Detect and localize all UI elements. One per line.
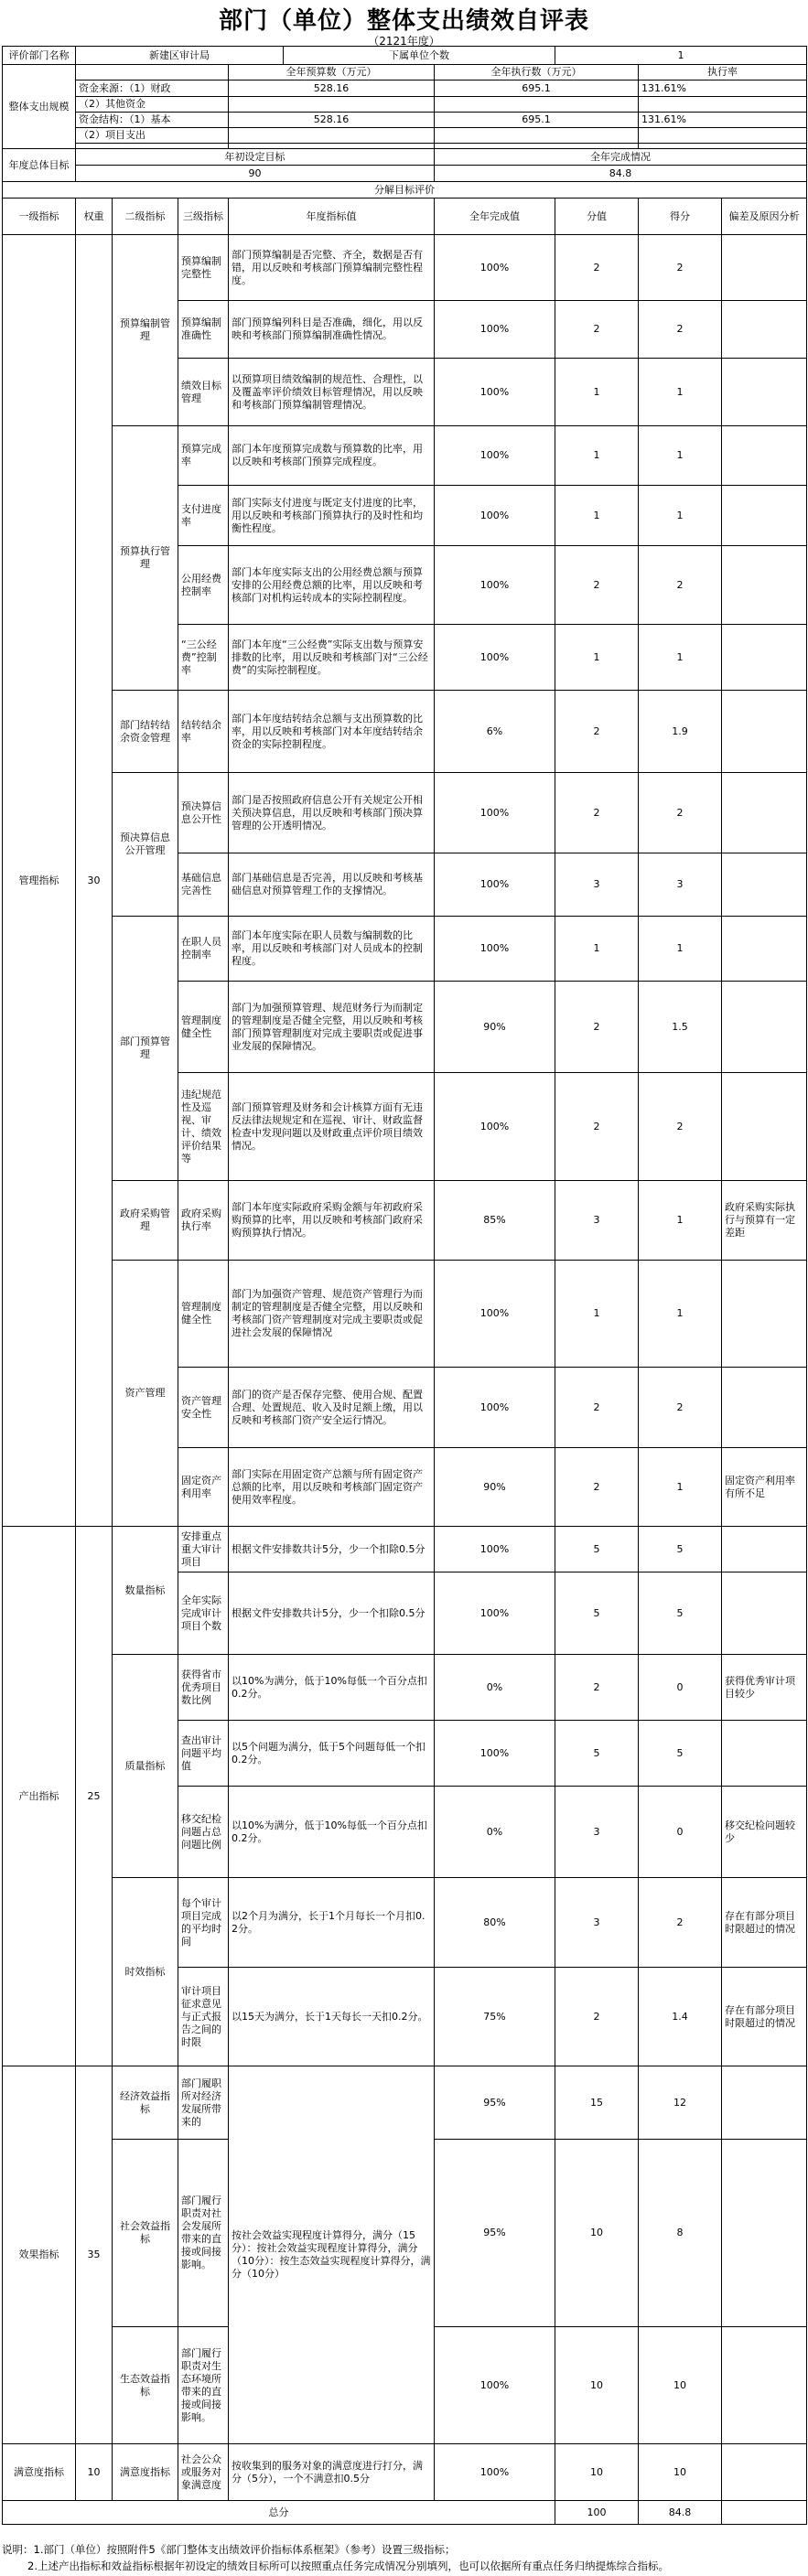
index-cell: 部门本年度预算完成数与预算数的比率，用以反映和考核部门预算完成程度。 (229, 426, 435, 486)
index-cell: 部门为加强资产管理、规范资产管理行为而制定的管理制度是否健全完整，用以反映和考核部门资产管理制度对完成主要职责或促进社会发展的保障情况 (229, 1261, 435, 1368)
source-rate: 131.61% (639, 80, 807, 97)
level2-cell: 政府采购管理 (113, 1181, 178, 1261)
score-cell: 1 (555, 426, 639, 486)
reason-cell (722, 917, 807, 982)
weight-cell: 25 (76, 1527, 113, 2066)
reason-cell (722, 235, 807, 301)
done-cell: 100% (435, 1368, 555, 1448)
done-cell: 90% (435, 1448, 555, 1527)
table-row (3, 2444, 807, 2501)
done-cell: 100% (435, 235, 555, 301)
column-header-row (3, 199, 807, 235)
col-got: 得分 (639, 199, 722, 235)
reason-cell (722, 1261, 807, 1368)
total-score: 100 (555, 2501, 639, 2525)
done-cell: 100% (435, 1073, 555, 1181)
index-cell: 以预算项目绩效编制的规范性、合理性，以及覆盖率评价绩效目标管理情况，用以反映和考核部门预算编制管理情况。 (229, 359, 435, 426)
got-cell: 5 (639, 1721, 722, 1787)
level3-cell: 预算完成率 (178, 426, 229, 486)
score-cell: 2 (555, 301, 639, 359)
reason-cell (722, 982, 807, 1073)
score-cell: 5 (555, 1527, 639, 1572)
level1-cell: 管理指标 (3, 235, 76, 1527)
header-row-other (3, 97, 807, 113)
done-cell: 100% (435, 1572, 555, 1655)
level3-cell: 审计项目征求意见与正式报告之间的时限 (178, 1968, 229, 2066)
done-cell: 90% (435, 982, 555, 1073)
note-1: 说明：1.部门（单位）按照附件5《部门整体支出绩效评价指标体系框架》（参考）设置三级指标； (2, 2543, 456, 2556)
score-cell: 2 (555, 1073, 639, 1181)
reason-cell: 固定资产利用率有所不足 (722, 1448, 807, 1527)
reason-cell (722, 546, 807, 625)
level2-cell: 生态效益指标 (113, 2327, 178, 2444)
done-cell: 95% (435, 2140, 555, 2327)
reason-cell (722, 2140, 807, 2327)
index-cell: 部门预算管理及财务和会计核算方面有无违反法律法规规定和在巡视、审计、财政监督检查中发现问题以及财政重点评价项目绩效情况。 (229, 1073, 435, 1181)
done-cell: 100% (435, 1261, 555, 1368)
score-cell: 2 (555, 773, 639, 853)
level3-cell: 获得省市优秀项目数比例 (178, 1655, 229, 1721)
got-cell: 2 (639, 1368, 722, 1448)
col-level1: 一级指标 (3, 199, 76, 235)
table-row (3, 1878, 807, 1968)
level3-cell: 部门履行职责对社会发展所带来的直接或间接影响。 (178, 2140, 229, 2327)
got-cell: 2 (639, 546, 722, 625)
done-cell: 100% (435, 1527, 555, 1572)
score-cell: 1 (555, 917, 639, 982)
got-cell: 8 (639, 2140, 722, 2327)
level3-cell: 固定资产利用率 (178, 1448, 229, 1527)
index-cell: 部门本年度结转结余总额与支出预算数的比率，用以反映和考核部门对本年度结转结余资金的实际控制程度。 (229, 691, 435, 773)
level3-cell: 部门履行职责对生态环境所带来的直接或间接影响。 (178, 2327, 229, 2444)
level3-cell: 安排重点重大审计项目 (178, 1527, 229, 1572)
done-cell: 100% (435, 917, 555, 982)
level3-cell: 违纪规范性及巡视、审计、绩效评价结果等 (178, 1073, 229, 1181)
done-cell: 100% (435, 2444, 555, 2501)
score-cell: 1 (555, 625, 639, 691)
reason-cell (722, 625, 807, 691)
total-row (3, 2501, 807, 2525)
total-got: 84.8 (639, 2501, 722, 2525)
score-cell: 5 (555, 1721, 639, 1787)
got-cell: 1 (639, 1448, 722, 1527)
score-cell: 2 (555, 235, 639, 301)
level3-cell: 基础信息完善性 (178, 853, 229, 917)
table-row (3, 235, 807, 301)
done-cell: 100% (435, 1721, 555, 1787)
evaluation-table-wrap (2, 46, 806, 2525)
table-row (3, 691, 807, 773)
got-cell: 1 (639, 917, 722, 982)
col-done: 全年完成值 (435, 199, 555, 235)
score-cell: 10 (555, 2444, 639, 2501)
score-cell: 2 (555, 1655, 639, 1721)
unit-label: 评价部门名称 (3, 47, 76, 65)
level3-cell: 结转结余率 (178, 691, 229, 773)
page-title: 部门（单位）整体支出绩效自评表 (218, 7, 589, 35)
level3-cell: 管理制度健全性 (178, 1261, 229, 1368)
index-cell: 根据文件安排数共计5分，少一个扣除0.5分 (229, 1527, 435, 1572)
structure-exec: 695.1 (435, 113, 639, 128)
done-cell: 100% (435, 486, 555, 546)
unit-name: 新建区审计局 (76, 47, 284, 65)
other-label: （2）其他资金 (76, 97, 229, 113)
col-index: 年度指标值 (229, 199, 435, 235)
level1-cell: 满意度指标 (3, 2444, 76, 2501)
header-row-columns (3, 65, 807, 80)
level2-cell: 满意度指标 (113, 2444, 178, 2501)
reason-cell (722, 2327, 807, 2444)
source-label: 资金来源：（1）财政 (76, 80, 229, 97)
index-cell: 部门基础信息是否完善，用以反映和考核基础信息对预算管理工作的支撑情况。 (229, 853, 435, 917)
got-cell: 0 (639, 1655, 722, 1721)
level3-cell: 预算编制准确性 (178, 301, 229, 359)
structure-label: 资金结构：（1）基本 (76, 113, 229, 128)
level2-cell: 预算执行管理 (113, 426, 178, 691)
index-cell: 根据文件安排数共计5分，少一个扣除0.5分 (229, 1572, 435, 1655)
evaluation-table (2, 46, 807, 2525)
score-cell: 3 (555, 1181, 639, 1261)
done-cell: 100% (435, 853, 555, 917)
weight-cell: 10 (76, 2444, 113, 2501)
index-cell: 部门是否按照政府信息公开有关规定公开相关预决算信息，用以反映和考核部门预决算管理的公开透明情况。 (229, 773, 435, 853)
reason-cell (722, 1721, 807, 1787)
level2-cell: 预算编制管理 (113, 235, 178, 426)
completion-label: 全年完成情况 (435, 149, 807, 166)
header-row-source (3, 80, 807, 97)
done-cell: 80% (435, 1878, 555, 1968)
level3-cell: 部门履职所对经济发展所带来的 (178, 2066, 229, 2140)
score-cell: 2 (555, 982, 639, 1073)
score-cell: 2 (555, 691, 639, 773)
level3-cell: 每个审计项目完成的平均时间 (178, 1878, 229, 1968)
got-cell: 1 (639, 1261, 722, 1368)
got-cell: 2 (639, 1073, 722, 1181)
level3-cell: 在职人员控制率 (178, 917, 229, 982)
reason-cell (722, 1073, 807, 1181)
structure-rate: 131.61% (639, 113, 807, 128)
reason-cell: 存在有部分项目时限超过的情况 (722, 1878, 807, 1968)
budget-label: 全年预算数（万元） (229, 65, 435, 80)
level1-cell: 效果指标 (3, 2066, 76, 2444)
reason-cell (722, 2444, 807, 2501)
reason-cell (722, 1572, 807, 1655)
index-cell: 按收集到的服务对象的满意度进行打分，满分（5分），一个不满意扣0.5分 (229, 2444, 435, 2501)
index-cell: 部门本年度实际在职人员数与编制数的比率，用以反映和考核部门对人员成本的控制程度。 (229, 917, 435, 982)
got-cell: 2 (639, 301, 722, 359)
done-cell: 100% (435, 625, 555, 691)
reason-cell (722, 1527, 807, 1572)
level1-cell: 产出指标 (3, 1527, 76, 2066)
reason-cell (722, 486, 807, 546)
table-row (3, 917, 807, 982)
table-row (3, 1527, 807, 1572)
level2-cell: 预决算信息公开管理 (113, 773, 178, 917)
table-row (3, 426, 807, 486)
got-cell: 2 (639, 773, 722, 853)
index-cell: 以10%为满分，低于10%每低一个百分点扣0.2分。 (229, 1787, 435, 1878)
got-cell: 2 (639, 235, 722, 301)
reason-cell: 获得优秀审计项目较少 (722, 1655, 807, 1721)
level2-cell: 时效指标 (113, 1878, 178, 2066)
score-cell: 1 (555, 486, 639, 546)
index-cell: 以2个月为满分，长于1个月每长一个月扣0.2分。 (229, 1878, 435, 1968)
score-cell: 2 (555, 1968, 639, 2066)
got-cell: 3 (639, 853, 722, 917)
level3-cell: “三公经费”控制率 (178, 625, 229, 691)
header-row-unit (3, 47, 807, 65)
notes (2, 2541, 806, 2574)
score-cell: 2 (555, 1448, 639, 1527)
weight-cell: 30 (76, 235, 113, 1527)
reason-cell: 政府采购实际执行与预算有一定差距 (722, 1181, 807, 1261)
got-cell: 1 (639, 426, 722, 486)
got-cell: 10 (639, 2327, 722, 2444)
got-cell: 1.9 (639, 691, 722, 773)
level3-cell: 全年实际完成审计项目个数 (178, 1572, 229, 1655)
source-exec: 695.1 (435, 80, 639, 97)
got-cell: 1.5 (639, 982, 722, 1073)
got-cell: 12 (639, 2066, 722, 2140)
detail-header-row (3, 182, 807, 199)
done-cell: 100% (435, 426, 555, 486)
project-label: （2）项目支出 (76, 128, 229, 144)
level2-cell: 经济效益指标 (113, 2066, 178, 2140)
score-cell: 10 (555, 2327, 639, 2444)
rate-label: 执行率 (639, 65, 807, 80)
completion-value: 84.8 (435, 166, 807, 182)
index-cell: 部门预算编列科目是否准确，细化，用以反映和考核部门预算编制准确性情况。 (229, 301, 435, 359)
score-cell: 3 (555, 1878, 639, 1968)
table-row (3, 1181, 807, 1261)
index-cell: 以5个问题为满分，低于5个问题每低一个扣0.2分。 (229, 1721, 435, 1787)
index-cell: 部门的资产是否保存完整、使用合规、配置合理、处置规范、收入及时足额上缴，用以反映和考核部门资产安全运行情况。 (229, 1368, 435, 1448)
goal-label: 年度总体目标 (3, 149, 76, 182)
index-cell: 部门本年度“三公经费”实际支出数与预算安排数的比率，用以反映和考核部门对“三公经费”的实际控制程度。 (229, 625, 435, 691)
done-cell: 100% (435, 2327, 555, 2444)
score-cell: 3 (555, 853, 639, 917)
table-row (3, 1655, 807, 1721)
level3-cell: 绩效目标管理 (178, 359, 229, 426)
header-row-structure (3, 113, 807, 128)
page-subtitle: （2121年度） (368, 35, 440, 48)
weight-cell: 35 (76, 2066, 113, 2444)
note-2: 2.上述产出指标和效益指标根据年初设定的绩效目标所可以按照重点任务完成情况分别填列，也可以依据所有重点任务归纳提炼综合指标。 (27, 2560, 669, 2572)
exec-label: 全年执行数（万元） (435, 65, 639, 80)
got-cell: 1.4 (639, 1968, 722, 2066)
reason-cell (722, 691, 807, 773)
reason-cell (722, 426, 807, 486)
score-cell: 2 (555, 546, 639, 625)
done-cell: 0% (435, 1655, 555, 1721)
table-row (3, 2066, 807, 2140)
level3-cell: 支付进度率 (178, 486, 229, 546)
col-level2: 二级指标 (113, 199, 178, 235)
level3-cell: 管理制度健全性 (178, 982, 229, 1073)
level3-cell: 政府采购执行率 (178, 1181, 229, 1261)
level2-cell: 社会效益指标 (113, 2140, 178, 2327)
score-cell: 15 (555, 2066, 639, 2140)
index-cell: 部门本年度实际支出的公用经费总额与预算安排的公用经费总额的比率，用以反映和考核部门对机构运转成本的实际控制程度。 (229, 546, 435, 625)
level3-cell: 预决算信息公开性 (178, 773, 229, 853)
index-cell: 部门为加强预算管理、规范财务行为而制定的管理制度是否健全完整，用以反映和考核部门预算管理制度对完成主要职责或促进事业发展的保障情况。 (229, 982, 435, 1073)
got-cell: 1 (639, 486, 722, 546)
index-cell: 部门本年度实际政府采购金额与年初政府采购预算的比率，用以反映和考核部门政府采购预算执行情况。 (229, 1181, 435, 1261)
source-budget: 528.16 (229, 80, 435, 97)
total-label: 总分 (3, 2501, 555, 2525)
got-cell: 2 (639, 1878, 722, 1968)
done-cell: 100% (435, 773, 555, 853)
detail-header: 分解目标评价 (3, 182, 807, 199)
index-cell: 按社会效益实现程度计算得分，满分（15分）：按社会效益实现程度计算得分，满分（10分）：按生态效益实现程度计算得分，满分（10分） (229, 2066, 435, 2444)
index-cell: 部门实际支付进度与既定支付进度的比率，用以反映和考核部门预算执行的及时性和均衡性程度。 (229, 486, 435, 546)
reason-cell (722, 773, 807, 853)
level3-cell: 社会公众或服务对象满意度 (178, 2444, 229, 2501)
done-cell: 100% (435, 359, 555, 426)
header-row-project (3, 128, 807, 144)
reason-cell: 存在有部分项目时限超过的情况 (722, 1968, 807, 2066)
sub-units-value: 1 (555, 47, 807, 65)
overview-label: 整体支出规模 (3, 65, 76, 149)
reason-cell (722, 853, 807, 917)
level2-cell: 资产管理 (113, 1261, 178, 1527)
index-cell: 部门实际在用固定资产总额与所有固定资产总额的比率，用以反映和考核部门固定资产使用效率程度。 (229, 1448, 435, 1527)
level3-cell: 预算编制完整性 (178, 235, 229, 301)
level2-cell: 数量指标 (113, 1527, 178, 1655)
level3-cell: 公用经费控制率 (178, 546, 229, 625)
reason-cell (722, 1368, 807, 1448)
col-level3: 三级指标 (178, 199, 229, 235)
done-cell: 95% (435, 2066, 555, 2140)
got-cell: 0 (639, 1787, 722, 1878)
got-cell: 1 (639, 1181, 722, 1261)
score-cell: 3 (555, 1787, 639, 1878)
index-cell: 部门预算编制是否完整、齐全，数据是否有错，用以反映和考核部门预算编制完整性程度。 (229, 235, 435, 301)
level3-cell: 查出审计问题平均值 (178, 1721, 229, 1787)
initial-goal-label: 年初设定目标 (76, 149, 435, 166)
done-cell: 6% (435, 691, 555, 773)
got-cell: 5 (639, 1527, 722, 1572)
done-cell: 0% (435, 1787, 555, 1878)
sub-units-label: 下属单位个数 (284, 47, 555, 65)
table-row (3, 1261, 807, 1368)
score-cell: 1 (555, 359, 639, 426)
initial-goal-value: 90 (76, 166, 435, 182)
level2-cell: 质量指标 (113, 1655, 178, 1878)
score-cell: 5 (555, 1572, 639, 1655)
col-reason: 偏差及原因分析 (722, 199, 807, 235)
col-weight: 权重 (76, 199, 113, 235)
score-cell: 1 (555, 1261, 639, 1368)
got-cell: 1 (639, 625, 722, 691)
goal-row-values (3, 166, 807, 182)
level2-cell: 部门结转结余资金管理 (113, 691, 178, 773)
done-cell: 75% (435, 1968, 555, 2066)
goal-row-labels (3, 149, 807, 166)
score-cell: 10 (555, 2140, 639, 2327)
reason-cell (722, 301, 807, 359)
col-score: 分值 (555, 199, 639, 235)
level3-cell: 资产管理安全性 (178, 1368, 229, 1448)
done-cell: 85% (435, 1181, 555, 1261)
table-row (3, 773, 807, 853)
level3-cell: 移交纪检问题占总问题比例 (178, 1787, 229, 1878)
got-cell: 5 (639, 1572, 722, 1655)
structure-budget: 528.16 (229, 113, 435, 128)
reason-cell: 移交纪检问题较少 (722, 1787, 807, 1878)
got-cell: 1 (639, 359, 722, 426)
done-cell: 100% (435, 301, 555, 359)
score-cell: 2 (555, 1368, 639, 1448)
index-cell: 以10%为满分，低于10%每低一个百分点扣0.2分。 (229, 1655, 435, 1721)
reason-cell (722, 359, 807, 426)
done-cell: 100% (435, 546, 555, 625)
level2-cell: 部门预算管理 (113, 917, 178, 1181)
reason-cell (722, 2066, 807, 2140)
index-cell: 以15天为满分，长于1天每长一天扣0.2分。 (229, 1968, 435, 2066)
got-cell: 10 (639, 2444, 722, 2501)
